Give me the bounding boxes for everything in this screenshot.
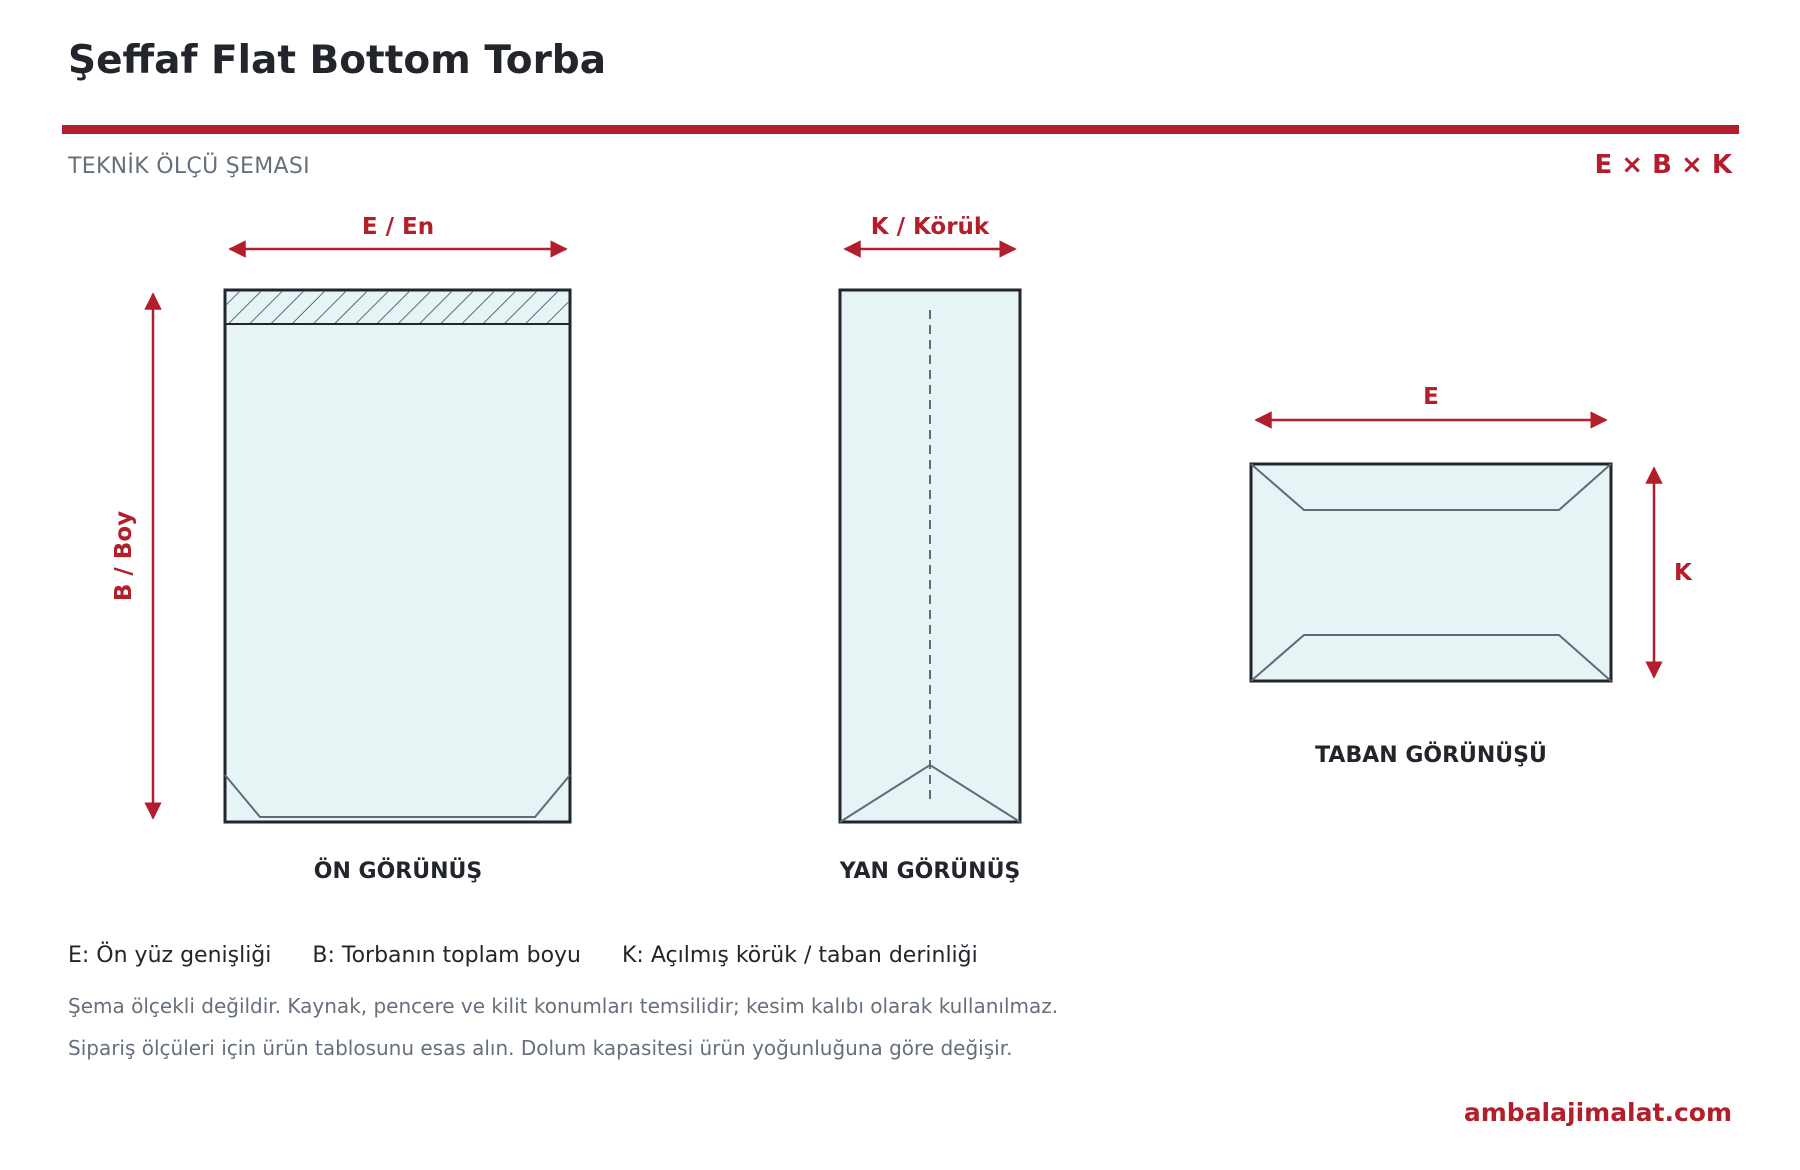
website-link[interactable]: ambalajimalat.com <box>1463 1098 1732 1127</box>
seal-zone-hatch <box>225 290 570 324</box>
side-view <box>839 214 1021 884</box>
dimension-formula: E × B × K <box>1594 150 1732 180</box>
front-view-caption: ÖN GÖRÜNÜŞ <box>313 859 483 884</box>
bottom-width-label: E <box>1423 384 1439 410</box>
front-height-label: B / Boy <box>111 510 137 602</box>
front-width-label: E / En <box>361 214 435 240</box>
dimension-legend <box>68 943 1012 968</box>
bottom-view-caption: TABAN GÖRÜNÜŞÜ <box>1315 743 1547 768</box>
page-subtitle: TEKNİK ÖLÇÜ ŞEMASI <box>68 154 310 179</box>
legend-b: B: Torbanın toplam boyu <box>312 943 581 968</box>
bottom-depth-label: K <box>1674 560 1692 586</box>
side-gusset-label: K / Körük <box>870 214 990 240</box>
bottom-view <box>1251 384 1693 768</box>
legend-e: E: Ön yüz genişliği <box>68 943 272 968</box>
bottom-base <box>1251 464 1611 681</box>
side-view-caption: YAN GÖRÜNÜŞ <box>839 859 1021 884</box>
front-bag-body <box>225 290 570 822</box>
page-title: Şeffaf Flat Bottom Torba <box>68 38 607 83</box>
front-view <box>111 214 570 884</box>
disclaimer-note: Şema ölçekli değildir. Kaynak, pencere ve kilit konumları temsilidir; kesim kalıbı olarak kullanılmaz. <box>68 994 1059 1018</box>
legend-k: K: Açılmış körük / taban derinliği <box>622 943 978 968</box>
order-note: Sipariş ölçüleri için ürün tablosunu esas alın. Dolum kapasitesi ürün yoğunluğuna göre değişir. <box>68 1036 1013 1060</box>
